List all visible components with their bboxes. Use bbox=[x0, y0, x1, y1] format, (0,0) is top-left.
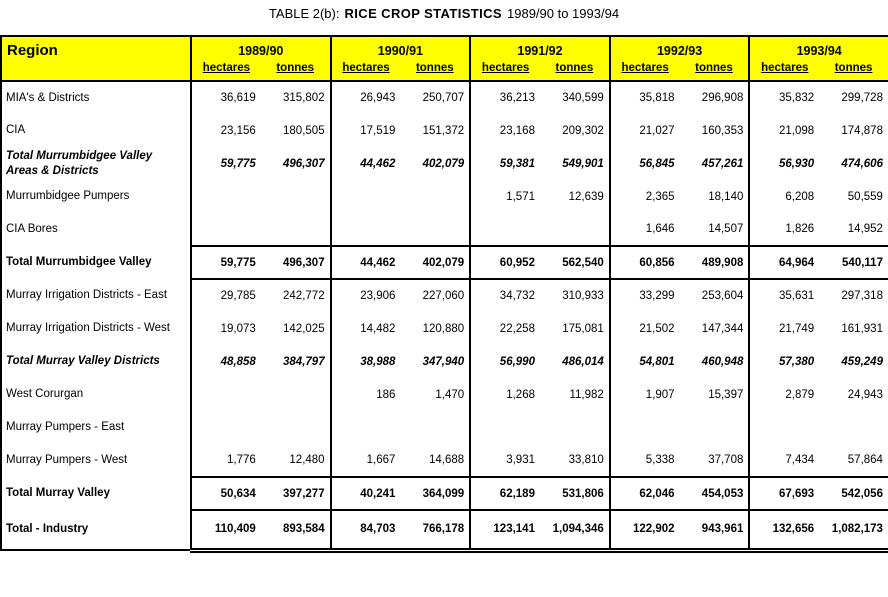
value-cell: 160,353 bbox=[701, 124, 744, 137]
value-cell: 384,797 bbox=[283, 355, 325, 368]
year-header-cell: 1991/92 bbox=[470, 36, 610, 62]
year-header-cell: 1989/90 bbox=[191, 36, 331, 62]
value-cell: 457,261 bbox=[701, 157, 744, 170]
value-cell: 29,785 bbox=[191, 279, 261, 312]
value-cell: 56,990 bbox=[470, 345, 540, 378]
value-cell: 766,178 bbox=[400, 510, 470, 550]
value-cell: 402,079 bbox=[400, 246, 470, 279]
value-cell: 14,507 bbox=[708, 223, 744, 235]
value-cell: 44,462 bbox=[331, 246, 401, 279]
value-cell: 459,249 bbox=[819, 345, 888, 378]
value-cell: 67,693 bbox=[749, 477, 819, 510]
value-cell bbox=[261, 378, 331, 411]
table-row bbox=[1, 378, 888, 411]
region-label: Murray Pumpers - West bbox=[1, 444, 191, 477]
value-cell: 50,634 bbox=[191, 477, 261, 510]
region-label: Total Murray Valley bbox=[1, 477, 191, 510]
value-cell: 35,818 bbox=[610, 81, 680, 114]
table-row bbox=[1, 81, 888, 114]
value-cell: 310,933 bbox=[562, 290, 604, 302]
value-cell bbox=[540, 213, 610, 246]
value-cell: 14,688 bbox=[429, 454, 465, 466]
value-cell: 562,540 bbox=[540, 246, 610, 279]
subheader-cell-tonnes: tonnes bbox=[540, 62, 610, 81]
value-cell: 132,656 bbox=[749, 510, 819, 550]
value-cell: 542,056 bbox=[819, 477, 888, 510]
value-cell: 36,213 bbox=[470, 81, 540, 114]
value-cell: 15,397 bbox=[708, 388, 744, 401]
value-cell: 180,505 bbox=[283, 124, 325, 137]
value-cell: 59,775 bbox=[191, 246, 261, 279]
value-cell: 33,299 bbox=[610, 279, 680, 312]
value-cell bbox=[610, 411, 680, 444]
value-cell: 3,931 bbox=[470, 444, 540, 477]
title-prefix: TABLE 2(b): bbox=[268, 6, 340, 21]
table-row bbox=[1, 411, 888, 444]
value-cell: 296,908 bbox=[701, 92, 744, 104]
value-cell: 120,880 bbox=[422, 322, 465, 335]
table-row bbox=[1, 279, 888, 312]
table-row bbox=[1, 312, 888, 345]
value-cell: 23,906 bbox=[331, 279, 401, 312]
value-cell: 174,878 bbox=[819, 114, 888, 147]
value-cell: 1,470 bbox=[435, 388, 465, 401]
value-cell: 33,810 bbox=[568, 454, 604, 466]
value-cell: 151,372 bbox=[422, 124, 465, 137]
value-cell: 17,519 bbox=[331, 114, 401, 147]
value-cell bbox=[400, 411, 470, 444]
value-cell: 48,858 bbox=[191, 345, 261, 378]
value-cell: 56,845 bbox=[610, 147, 680, 180]
value-cell: 474,606 bbox=[819, 147, 888, 180]
value-cell bbox=[261, 411, 331, 444]
value-cell: 11,982 bbox=[569, 388, 604, 401]
region-label: Murrumbidgee Pumpers bbox=[1, 180, 191, 213]
year-header-cell: 1992/93 bbox=[610, 36, 750, 62]
rice-crop-statistics-table bbox=[0, 35, 888, 553]
value-cell: 44,462 bbox=[331, 147, 401, 180]
value-cell: 1,646 bbox=[610, 213, 680, 246]
value-cell: 489,908 bbox=[680, 246, 750, 279]
region-label: Total Murrumbidgee Valley Areas & Districts bbox=[1, 147, 191, 180]
value-cell: 175,081 bbox=[562, 322, 604, 335]
value-cell bbox=[470, 213, 540, 246]
value-cell: 57,380 bbox=[749, 345, 819, 378]
value-cell: 1,082,173 bbox=[819, 510, 888, 550]
table-row bbox=[1, 147, 888, 180]
value-cell: 64,964 bbox=[749, 246, 819, 279]
value-cell: 14,482 bbox=[331, 312, 401, 345]
value-cell: 1,667 bbox=[331, 444, 401, 477]
value-cell: 161,931 bbox=[819, 312, 888, 345]
value-cell: 24,943 bbox=[819, 378, 888, 411]
value-cell: 397,277 bbox=[261, 477, 331, 510]
value-cell: 19,073 bbox=[191, 312, 261, 345]
region-label: CIA bbox=[1, 114, 191, 147]
table-row bbox=[1, 246, 888, 279]
value-cell bbox=[191, 180, 261, 213]
value-cell: 12,480 bbox=[289, 454, 325, 466]
value-cell: 35,631 bbox=[749, 279, 819, 312]
value-cell bbox=[191, 411, 261, 444]
value-cell: 347,940 bbox=[422, 355, 465, 368]
value-cell bbox=[191, 378, 261, 411]
value-cell: 40,241 bbox=[331, 477, 401, 510]
table-body bbox=[1, 81, 888, 550]
year-header-cell: 1990/91 bbox=[331, 36, 471, 62]
value-cell: 14,952 bbox=[819, 213, 888, 246]
value-cell: 147,344 bbox=[701, 322, 744, 335]
value-cell: 21,749 bbox=[749, 312, 819, 345]
value-cell: 496,307 bbox=[283, 157, 325, 170]
table-row bbox=[1, 213, 888, 246]
value-cell: 110,409 bbox=[191, 510, 261, 550]
value-cell: 250,707 bbox=[422, 92, 465, 104]
value-cell bbox=[331, 213, 401, 246]
value-cell bbox=[680, 411, 750, 444]
value-cell: 56,930 bbox=[749, 147, 819, 180]
table-header bbox=[1, 36, 888, 81]
value-cell: 6,208 bbox=[749, 180, 819, 213]
value-cell: 242,772 bbox=[283, 290, 325, 302]
value-cell: 454,053 bbox=[680, 477, 750, 510]
subheader-cell-hectares: hectares bbox=[191, 62, 261, 81]
subheader-cell-hectares: hectares bbox=[470, 62, 540, 81]
value-cell: 297,318 bbox=[819, 279, 888, 312]
value-cell bbox=[331, 180, 401, 213]
value-cell: 1,907 bbox=[610, 378, 680, 411]
value-cell: 84,703 bbox=[331, 510, 401, 550]
value-cell bbox=[261, 180, 331, 213]
region-label: West Corurgan bbox=[1, 378, 191, 411]
value-cell: 5,338 bbox=[610, 444, 680, 477]
value-cell: 460,948 bbox=[701, 355, 744, 368]
table-row bbox=[1, 477, 888, 510]
region-label: Murray Irrigation Districts - West bbox=[1, 312, 191, 345]
value-cell bbox=[400, 213, 470, 246]
value-cell: 486,014 bbox=[562, 355, 604, 368]
value-cell: 209,302 bbox=[562, 124, 604, 137]
value-cell: 893,584 bbox=[261, 510, 331, 550]
region-label: Total Murrumbidgee Valley bbox=[1, 246, 191, 279]
value-cell: 549,901 bbox=[562, 157, 604, 170]
value-cell: 1,571 bbox=[470, 180, 540, 213]
value-cell: 315,802 bbox=[283, 92, 325, 104]
region-label: CIA Bores bbox=[1, 213, 191, 246]
value-cell: 38,988 bbox=[331, 345, 401, 378]
subheader-cell-hectares: hectares bbox=[331, 62, 401, 81]
value-cell: 59,775 bbox=[191, 147, 261, 180]
value-cell: 26,943 bbox=[331, 81, 401, 114]
value-cell: 364,099 bbox=[400, 477, 470, 510]
value-cell: 60,952 bbox=[470, 246, 540, 279]
subheader-cell-tonnes: tonnes bbox=[400, 62, 470, 81]
value-cell: 540,117 bbox=[819, 246, 888, 279]
value-cell: 21,027 bbox=[610, 114, 680, 147]
value-cell bbox=[749, 411, 819, 444]
value-cell bbox=[261, 213, 331, 246]
value-cell: 496,307 bbox=[261, 246, 331, 279]
value-cell: 186 bbox=[331, 378, 401, 411]
value-cell: 2,365 bbox=[610, 180, 680, 213]
subheader-cell-tonnes: tonnes bbox=[680, 62, 750, 81]
value-cell: 35,832 bbox=[749, 81, 819, 114]
value-cell: 59,381 bbox=[470, 147, 540, 180]
region-label: Total Murray Valley Districts bbox=[1, 345, 191, 378]
value-cell: 36,619 bbox=[191, 81, 261, 114]
value-cell: 21,502 bbox=[610, 312, 680, 345]
region-header-cell: Region bbox=[1, 36, 191, 81]
value-cell: 62,189 bbox=[470, 477, 540, 510]
value-cell bbox=[331, 411, 401, 444]
subheader-cell-hectares: hectares bbox=[749, 62, 819, 81]
title-main: RICE CROP STATISTICS bbox=[344, 6, 502, 21]
value-cell: 23,168 bbox=[470, 114, 540, 147]
value-cell: 7,434 bbox=[749, 444, 819, 477]
value-cell: 1,094,346 bbox=[540, 510, 610, 550]
value-cell: 54,801 bbox=[610, 345, 680, 378]
value-cell: 227,060 bbox=[422, 290, 465, 302]
value-cell: 12,639 bbox=[568, 190, 604, 203]
table-row bbox=[1, 114, 888, 147]
year-header-cell: 1993/94 bbox=[749, 36, 888, 62]
value-cell: 142,025 bbox=[283, 322, 325, 335]
title-range: 1989/90 to 1993/94 bbox=[507, 6, 620, 21]
value-cell: 402,079 bbox=[422, 157, 465, 170]
value-cell: 23,156 bbox=[191, 114, 261, 147]
region-label: Murray Pumpers - East bbox=[1, 411, 191, 444]
value-cell: 531,806 bbox=[540, 477, 610, 510]
subheader-cell-tonnes: tonnes bbox=[819, 62, 888, 81]
region-label: Total - Industry bbox=[1, 510, 191, 550]
value-cell: 22,258 bbox=[470, 312, 540, 345]
value-cell: 1,776 bbox=[191, 444, 261, 477]
value-cell: 2,879 bbox=[749, 378, 819, 411]
value-cell: 18,140 bbox=[708, 190, 744, 203]
table-row bbox=[1, 345, 888, 378]
table-row bbox=[1, 180, 888, 213]
value-cell bbox=[191, 213, 261, 246]
value-cell: 62,046 bbox=[610, 477, 680, 510]
value-cell: 21,098 bbox=[749, 114, 819, 147]
table-row bbox=[1, 510, 888, 550]
subheader-cell-hectares: hectares bbox=[610, 62, 680, 81]
value-cell bbox=[540, 411, 610, 444]
value-cell: 50,559 bbox=[819, 180, 888, 213]
value-cell: 34,732 bbox=[470, 279, 540, 312]
value-cell: 57,864 bbox=[819, 444, 888, 477]
value-cell: 123,141 bbox=[470, 510, 540, 550]
value-cell bbox=[400, 180, 470, 213]
value-cell: 253,604 bbox=[701, 290, 744, 302]
value-cell bbox=[470, 411, 540, 444]
subheader-cell-tonnes: tonnes bbox=[261, 62, 331, 81]
table-row bbox=[1, 444, 888, 477]
region-label: Murray Irrigation Districts - East bbox=[1, 279, 191, 312]
value-cell: 60,856 bbox=[610, 246, 680, 279]
value-cell: 37,708 bbox=[708, 454, 744, 466]
value-cell: 1,826 bbox=[749, 213, 819, 246]
value-cell: 122,902 bbox=[610, 510, 680, 550]
region-label: MIA's & Districts bbox=[1, 81, 191, 114]
value-cell: 1,268 bbox=[470, 378, 540, 411]
value-cell bbox=[819, 411, 888, 444]
value-cell: 943,961 bbox=[680, 510, 750, 550]
value-cell: 299,728 bbox=[819, 81, 888, 114]
table-title bbox=[0, 6, 888, 21]
value-cell: 340,599 bbox=[562, 92, 604, 104]
header-row-years bbox=[1, 36, 888, 62]
